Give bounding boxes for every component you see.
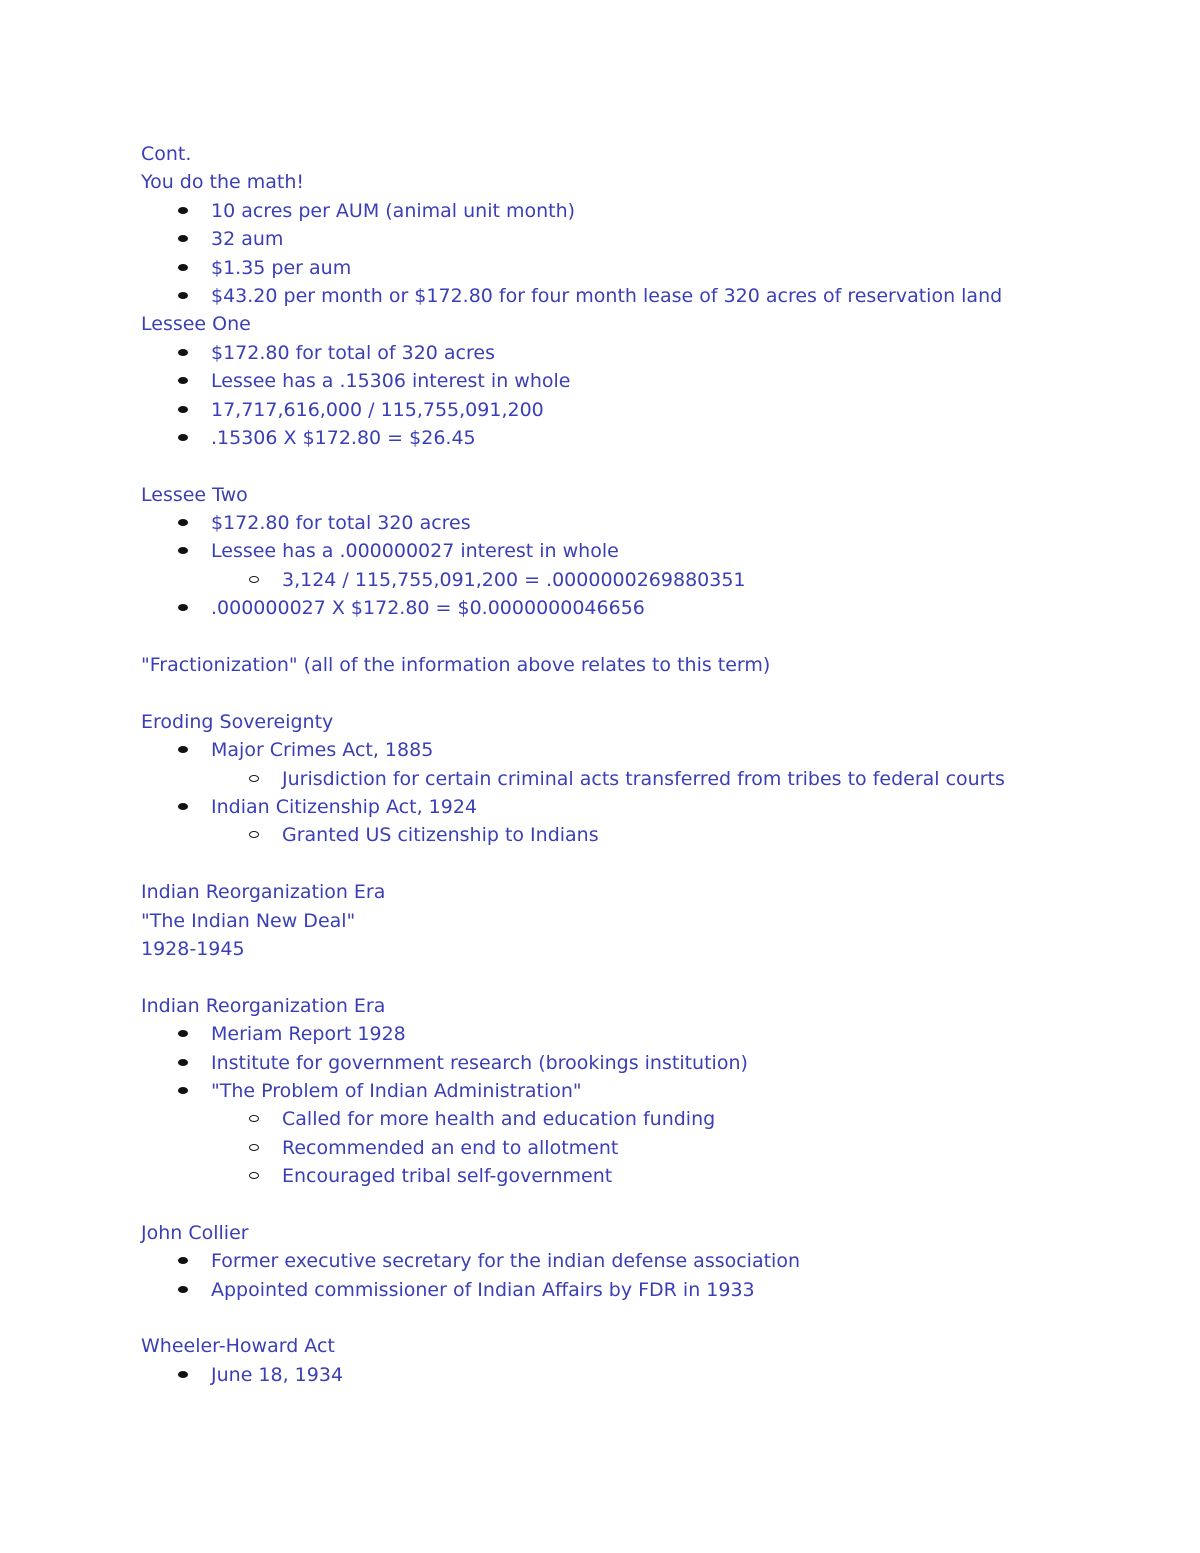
line-text: Major Crimes Act, 1885	[211, 739, 434, 762]
filled-bullet-icon	[178, 406, 188, 413]
line-text: 17,717,616,000 / 115,755,091,200	[211, 398, 544, 421]
hollow-bullet-icon	[249, 831, 259, 838]
line-text: Wheeler-Howard Act	[141, 1335, 335, 1358]
line-text: "The Indian New Deal"	[141, 909, 356, 932]
line-text: $1.35 per aum	[211, 256, 352, 279]
line-text: Indian Reorganization Era	[141, 881, 386, 904]
bullet-item	[141, 1049, 1141, 1077]
blank-line	[141, 623, 1141, 651]
filled-bullet-icon	[178, 292, 188, 299]
bullet-item	[141, 537, 1141, 565]
bullet-item	[141, 1361, 1141, 1389]
bullet-item	[141, 793, 1141, 821]
bullet-item	[141, 367, 1141, 395]
blank-line	[141, 963, 1141, 991]
heading-line	[141, 1332, 1141, 1360]
line-text: $172.80 for total 320 acres	[211, 512, 471, 535]
heading-line	[141, 935, 1141, 963]
line-text: Lessee has a .000000027 interest in whole	[211, 540, 619, 563]
blank-line	[141, 452, 1141, 480]
line-text: Cont.	[141, 143, 192, 165]
heading-line	[141, 140, 1141, 168]
bullet-item	[141, 225, 1141, 253]
heading-line	[141, 168, 1141, 196]
filled-bullet-icon	[178, 1059, 188, 1066]
sub-bullet-item	[141, 1134, 1141, 1162]
hollow-bullet-icon	[249, 775, 259, 782]
blank-line	[141, 1304, 1141, 1332]
bullet-item	[141, 197, 1141, 225]
document-body	[141, 140, 1141, 1389]
heading-line	[141, 1219, 1141, 1247]
line-text: 10 acres per AUM (animal unit month)	[211, 199, 576, 222]
line-text: Encouraged tribal self-government	[282, 1165, 613, 1188]
filled-bullet-icon	[178, 1030, 188, 1037]
bullet-item	[141, 1276, 1141, 1304]
line-text: Recommended an end to allotment	[282, 1136, 619, 1159]
heading-line	[141, 708, 1141, 736]
filled-bullet-icon	[178, 1087, 188, 1094]
heading-line	[141, 481, 1141, 509]
bullet-item	[141, 254, 1141, 282]
bullet-item	[141, 594, 1141, 622]
sub-bullet-item	[141, 765, 1141, 793]
heading-line	[141, 878, 1141, 906]
sub-bullet-item	[141, 821, 1141, 849]
bullet-item	[141, 396, 1141, 424]
line-text: "The Problem of Indian Administration"	[211, 1079, 582, 1102]
blank-line	[141, 850, 1141, 878]
filled-bullet-icon	[178, 264, 188, 271]
line-text: Eroding Sovereignty	[141, 710, 334, 733]
filled-bullet-icon	[178, 1257, 188, 1264]
heading-line	[141, 310, 1141, 338]
heading-line	[141, 651, 1141, 679]
sub-bullet-item	[141, 1162, 1141, 1190]
line-text: June 18, 1934	[211, 1363, 344, 1386]
filled-bullet-icon	[178, 349, 188, 356]
filled-bullet-icon	[178, 235, 188, 242]
bullet-item	[141, 509, 1141, 537]
line-text: 3,124 / 115,755,091,200 = .0000000269880351	[282, 568, 746, 591]
line-text: Former executive secretary for the indian defense association	[211, 1250, 800, 1273]
filled-bullet-icon	[178, 434, 188, 441]
line-text: You do the math!	[141, 171, 304, 194]
filled-bullet-icon	[178, 746, 188, 753]
bullet-item	[141, 1077, 1141, 1105]
bullet-item	[141, 1020, 1141, 1048]
line-text: 1928-1945	[141, 937, 245, 960]
sub-bullet-item	[141, 1105, 1141, 1133]
line-text: Called for more health and education funding	[282, 1108, 716, 1131]
heading-line	[141, 907, 1141, 935]
hollow-bullet-icon	[249, 1115, 259, 1122]
line-text: $172.80 for total of 320 acres	[211, 341, 495, 364]
line-text: Indian Reorganization Era	[141, 994, 386, 1017]
line-text: "Fractionization" (all of the information above relates to this term)	[141, 654, 771, 677]
sub-bullet-item	[141, 566, 1141, 594]
bullet-item	[141, 339, 1141, 367]
hollow-bullet-icon	[249, 1172, 259, 1179]
blank-line	[141, 1190, 1141, 1218]
bullet-item	[141, 736, 1141, 764]
bullet-item	[141, 282, 1141, 310]
line-text: Lessee Two	[141, 483, 248, 506]
filled-bullet-icon	[178, 207, 188, 214]
line-text: Meriam Report 1928	[211, 1023, 406, 1046]
filled-bullet-icon	[178, 803, 188, 810]
line-text: Institute for government research (brookings institution)	[211, 1051, 748, 1074]
filled-bullet-icon	[178, 1286, 188, 1293]
line-text: Lessee One	[141, 313, 251, 336]
filled-bullet-icon	[178, 519, 188, 526]
line-text: .000000027 X $172.80 = $0.0000000046656	[211, 597, 645, 620]
hollow-bullet-icon	[249, 1144, 259, 1151]
line-text: .15306 X $172.80 = $26.45	[211, 426, 476, 449]
filled-bullet-icon	[178, 604, 188, 611]
line-text: John Collier	[141, 1221, 249, 1244]
bullet-item	[141, 1247, 1141, 1275]
heading-line	[141, 992, 1141, 1020]
line-text: Lessee has a .15306 interest in whole	[211, 370, 571, 393]
filled-bullet-icon	[178, 547, 188, 554]
line-text: Indian Citizenship Act, 1924	[211, 795, 477, 818]
line-text: $43.20 per month or $172.80 for four month lease of 320 acres of reservation land	[211, 284, 1003, 307]
filled-bullet-icon	[178, 377, 188, 384]
line-text: Granted US citizenship to Indians	[282, 824, 599, 847]
hollow-bullet-icon	[249, 576, 259, 583]
line-text: 32 aum	[211, 228, 284, 251]
blank-line	[141, 679, 1141, 707]
line-text: Appointed commissioner of Indian Affairs by FDR in 1933	[211, 1278, 755, 1301]
bullet-item	[141, 424, 1141, 452]
filled-bullet-icon	[178, 1371, 188, 1378]
line-text: Jurisdiction for certain criminal acts transferred from tribes to federal courts	[282, 767, 1005, 790]
